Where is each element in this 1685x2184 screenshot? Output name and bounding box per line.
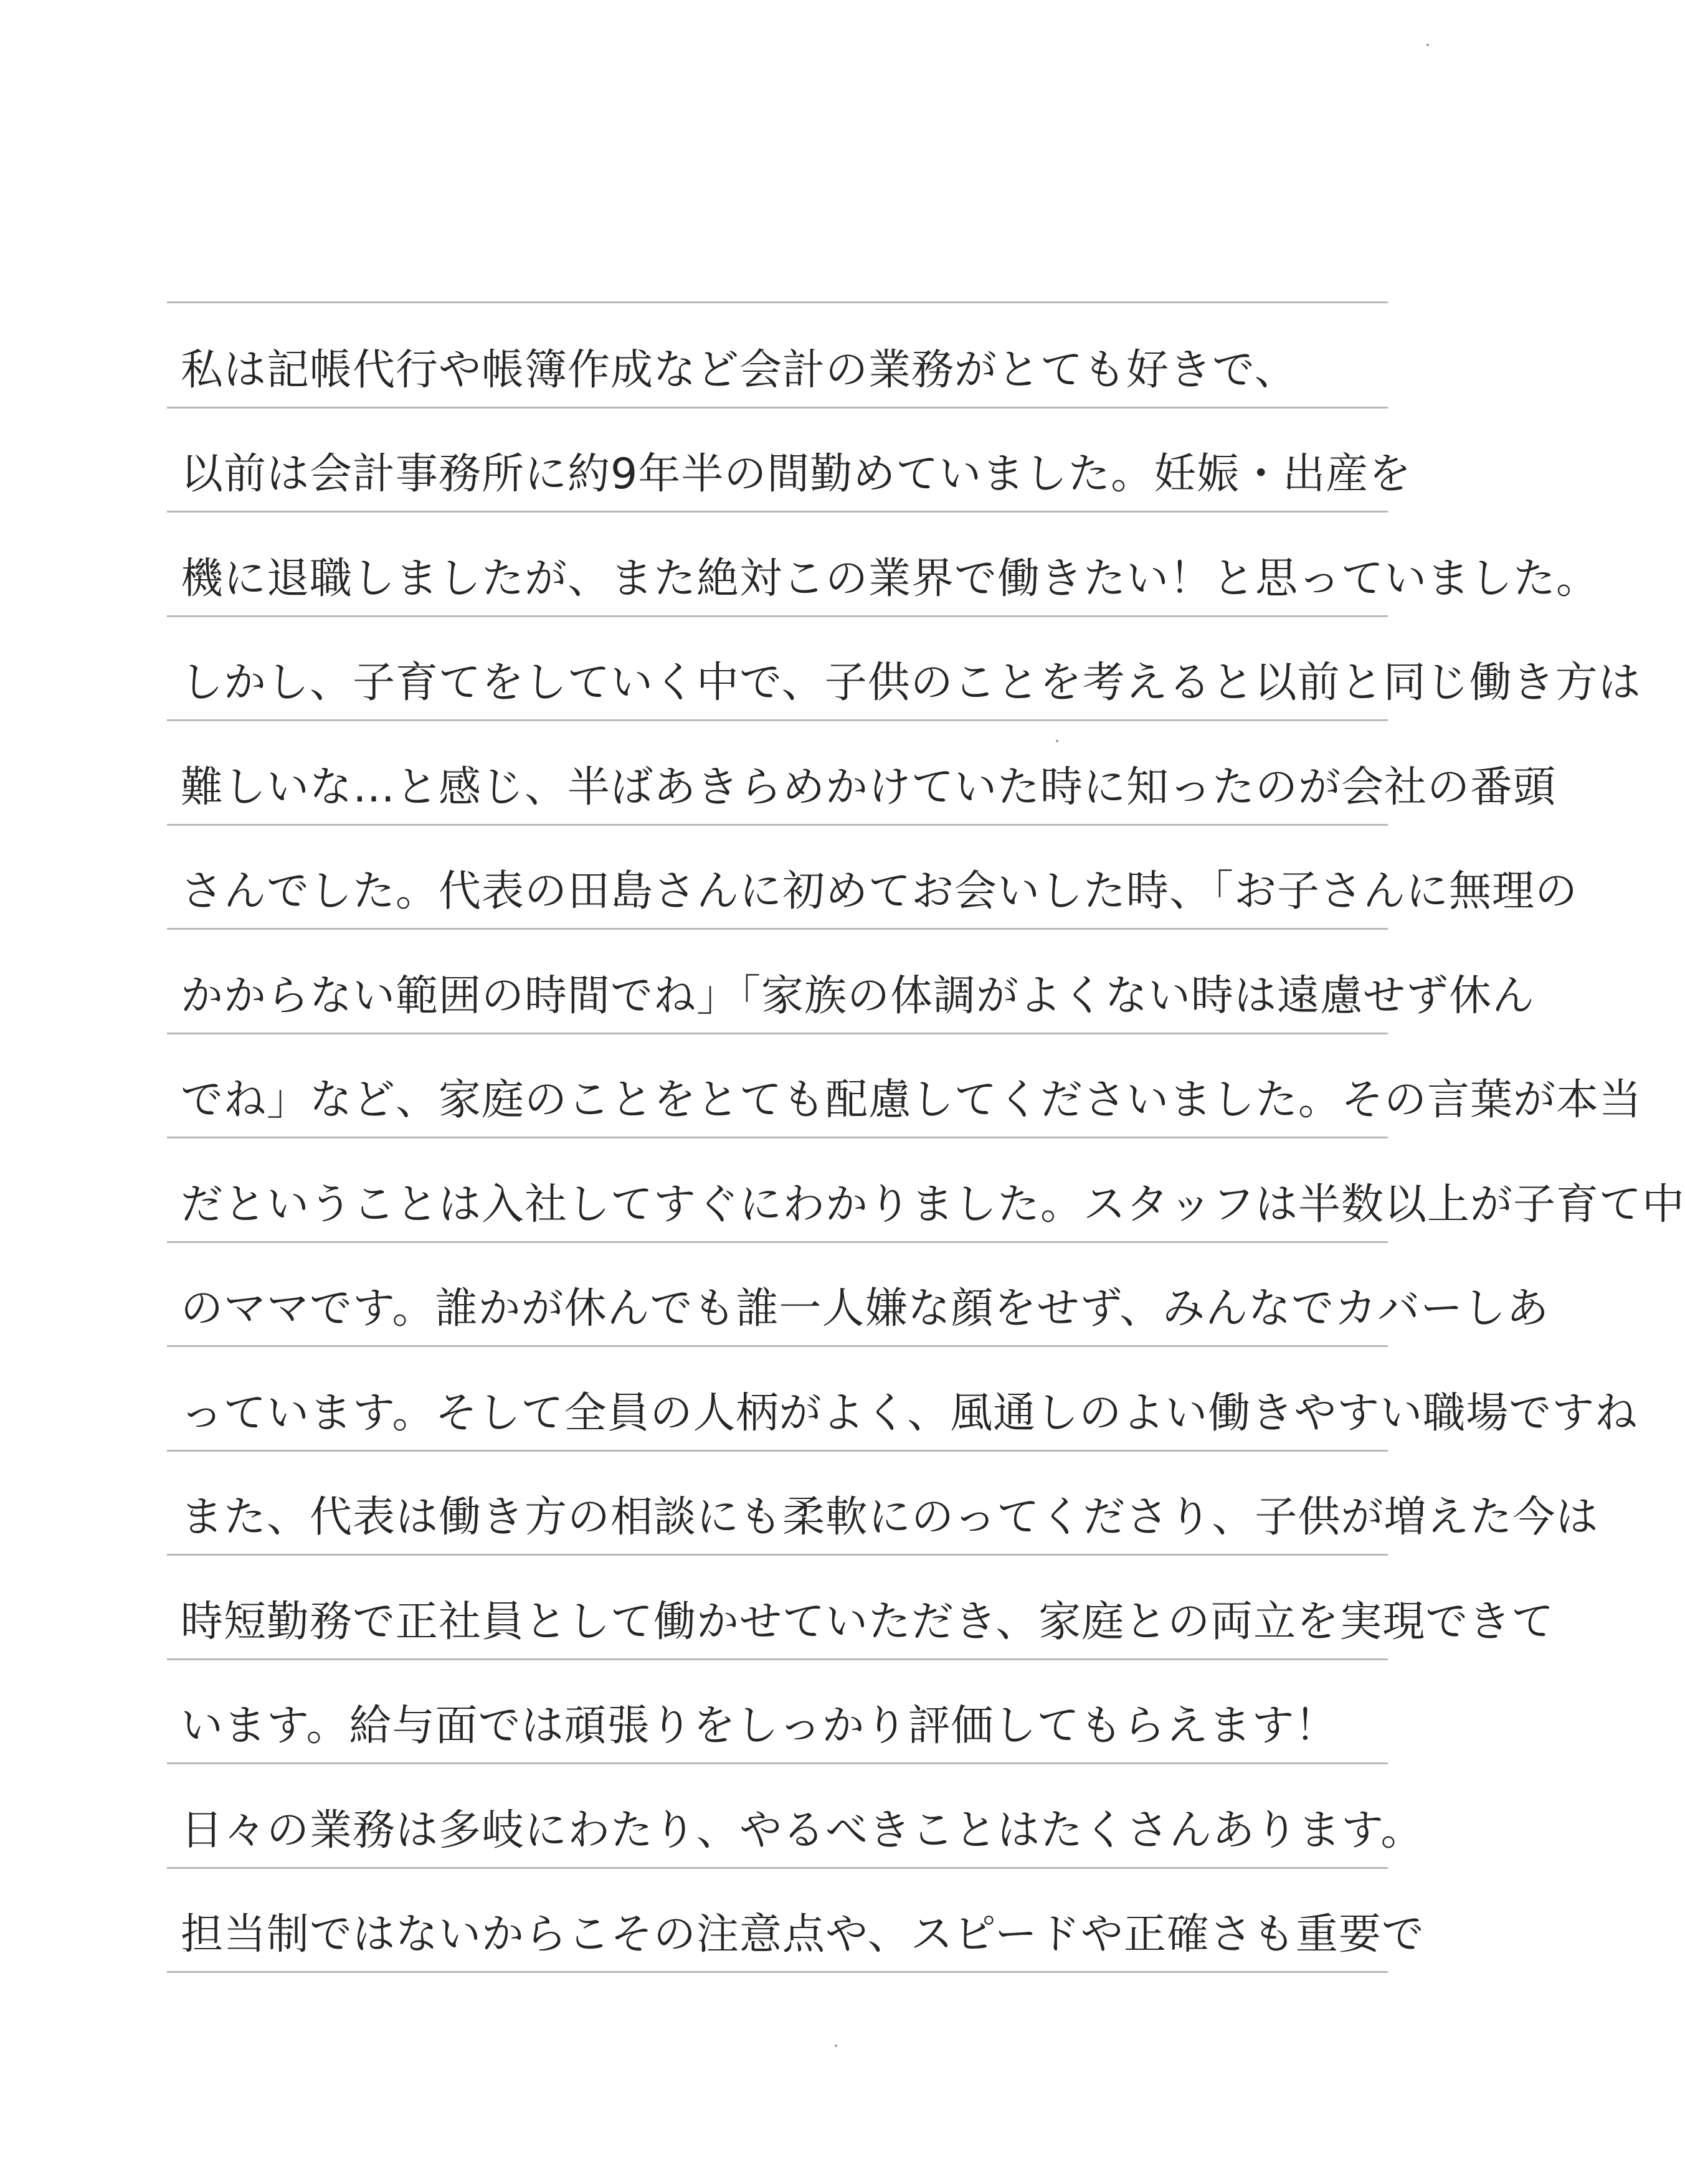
ruled-line bbox=[167, 1033, 1388, 1034]
ruled-line bbox=[167, 719, 1388, 721]
text-line-11: っています。そして全員の人柄がよく、風通しのよい働きやすい職場ですね bbox=[181, 1389, 1638, 1438]
text-line-3: 機に退職しましたが、また絶対この業界で働きたい！と思っていました。 bbox=[181, 554, 1600, 603]
ruled-line bbox=[167, 1241, 1388, 1243]
ruled-line bbox=[167, 1867, 1388, 1869]
ruled-line bbox=[167, 1450, 1388, 1452]
text-line-14: います。給与面では頑張りをしっかり評価してもらえます！ bbox=[181, 1701, 1338, 1751]
text-line-4: しかし、子育てをしていく中で、子供のことを考えると以前と同じ働き方は bbox=[181, 658, 1641, 707]
text-line-7: かからない範囲の時間でね」「家族の体調がよくない時は遠慮せず休ん bbox=[181, 971, 1535, 1021]
ruled-line bbox=[167, 928, 1388, 930]
text-line-2: 以前は会計事務所に約9年半の間勤めていました。妊娠・出産を bbox=[181, 450, 1412, 499]
text-line-12: また、代表は働き方の相談にも柔軟にのってくださり、子供が増えた今は bbox=[181, 1493, 1599, 1542]
ruled-line bbox=[167, 1762, 1388, 1764]
ruled-line bbox=[167, 615, 1388, 617]
text-line-8: でね」など、家庭のことをとても配慮してくださいました。その言葉が本当 bbox=[181, 1075, 1643, 1125]
ruled-line bbox=[167, 301, 1388, 303]
text-line-9: だということは入社してすぐにわかりました。スタッフは半数以上が子育て中 bbox=[181, 1180, 1685, 1229]
text-line-6: さんでした。代表の田島さんに初めてお会いした時、「お子さんに無理の bbox=[181, 867, 1578, 916]
scan-speck bbox=[1056, 740, 1058, 742]
text-line-10: のママです。誰かが休んでも誰一人嫌な顔をせず、みんなでカバーしあ bbox=[181, 1284, 1550, 1333]
ruled-line bbox=[167, 1137, 1388, 1138]
text-line-16: 担当制ではないからこその注意点や、スピードや正確さも重要で bbox=[181, 1910, 1425, 1959]
text-line-5: 難しいな…と感じ、半ばあきらめかけていた時に知ったのが会社の番頭 bbox=[181, 763, 1557, 812]
text-line-15: 日々の業務は多岐にわたり、やるべきことはたくさんあります。 bbox=[181, 1806, 1424, 1855]
ruled-line bbox=[167, 824, 1388, 826]
ruled-line bbox=[167, 1554, 1388, 1556]
ruled-line bbox=[167, 511, 1388, 513]
text-line-1: 私は記帳代行や帳簿作成など会計の業務がとても好きで、 bbox=[181, 346, 1298, 395]
text-line-13: 時短勤務で正社員として働かせていただき、家庭との両立を実現できて bbox=[181, 1597, 1555, 1647]
ruled-line bbox=[167, 1345, 1388, 1347]
scan-speck bbox=[835, 2045, 837, 2047]
scan-speck bbox=[1426, 44, 1429, 46]
ruled-line bbox=[167, 1658, 1388, 1660]
ruled-line bbox=[167, 407, 1388, 409]
ruled-line bbox=[167, 1971, 1388, 1973]
